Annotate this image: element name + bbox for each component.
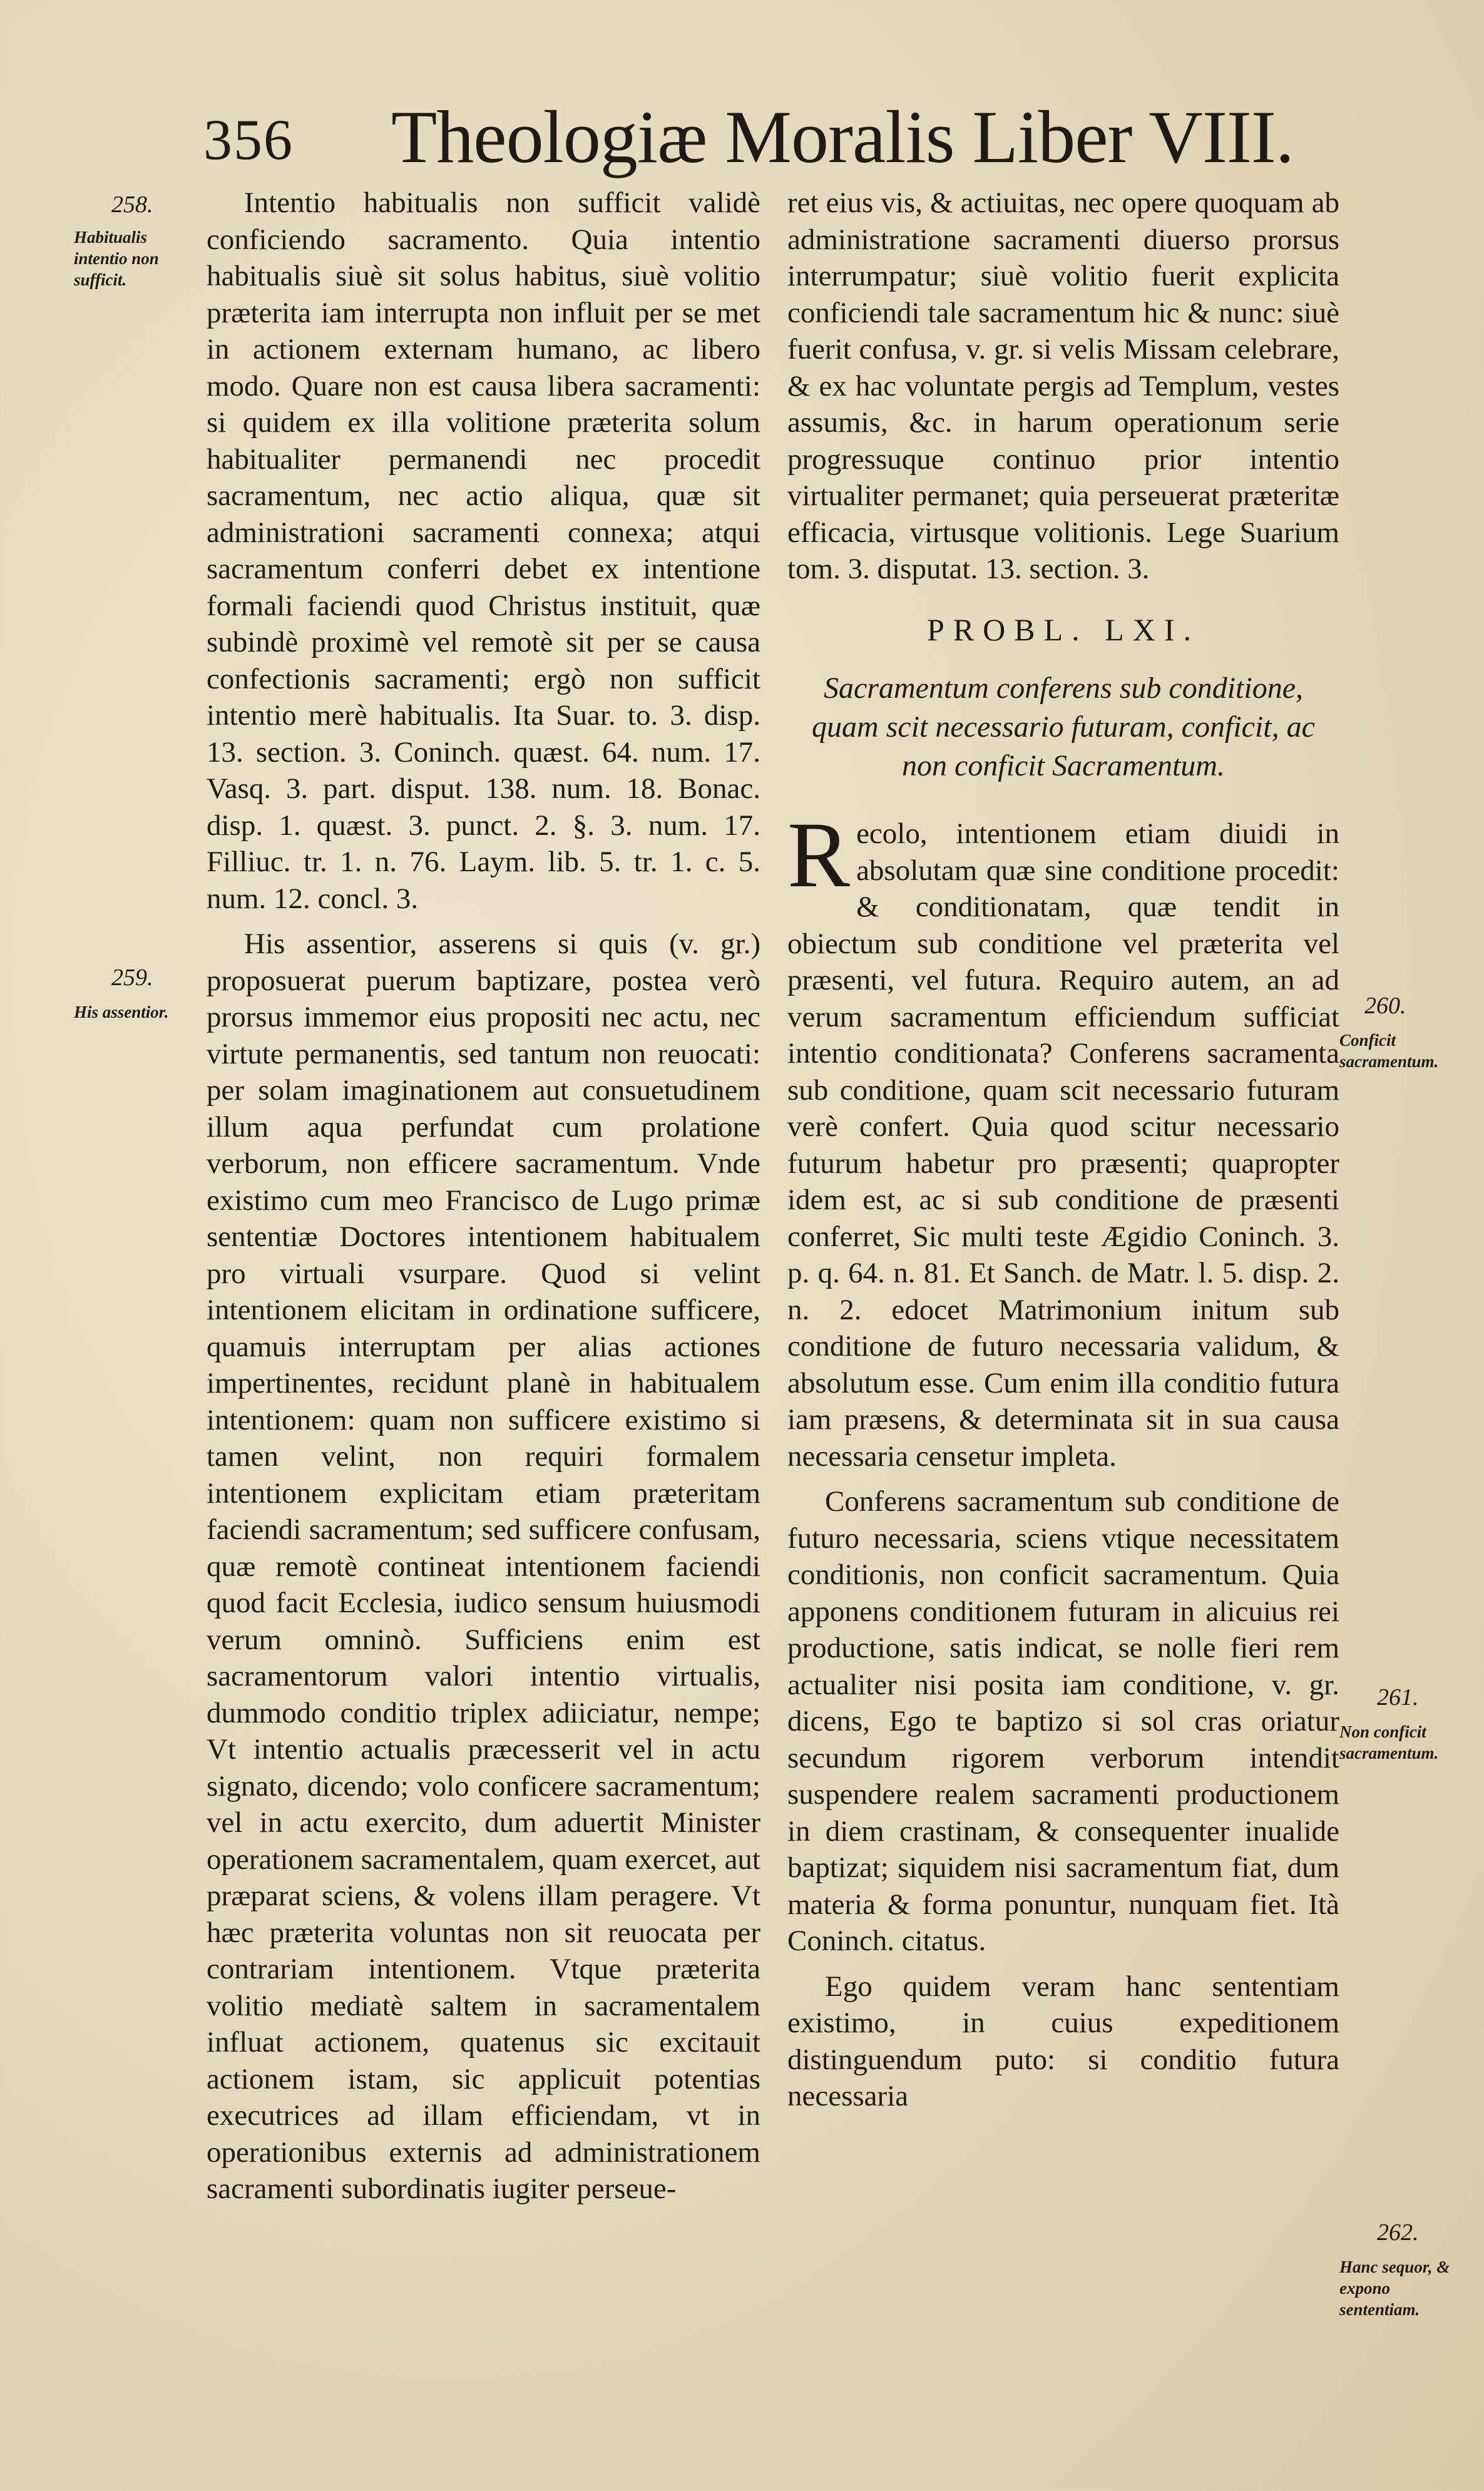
left-column (207, 185, 760, 2207)
page-number: 356 (203, 108, 294, 171)
continuation-paragraph: ret eius vis, & actiuitas, nec opere quoquam ab administratione sacramenti diuerso prorsus interrumpatur; siuè volitio fuerit explicita conficiendi tale sacramentum hic & nunc: siuè fuerit confusa, v. gr. si velis Missam celebrare, & ex hac voluntate pergis ad Templum, vestes assumis, &c. in harum operationum serie progressuque continuo prior intentio virtualiter permanet; quia perseuerat præteritæ efficacia, virtusque volitionis. Lege Suarium tom. 3. disputat. 13. section. 3. (787, 187, 1339, 585)
margin-number-258: 258. (111, 192, 153, 218)
margin-number-261: 261. (1377, 1684, 1419, 1711)
paragraph-259: His assentior, asserens si quis (v. gr.) proposuerat puerum baptizare, postea verò prorsus immemor eius propositi nec actu, nec virtute permanentis, sed tantum non reuocati: per solam imaginationem aut consuetudinem illum aqua perfundat cum prolatione verborum, non efficere sacramentum. Vnde existimo cum meo Francisco de Lugo primæ sententiæ Doctores intentionem habitualem pro virtuali vsurpare. Quod si velint intentionem elicitam in ordinatione sufficere, quamuis interruptam per alias actiones impertinentes, recidunt planè in habitualem intentionem: quam non sufficere existimo si tamen velint, non requiri formalem intentionem explicitam etiam præteritam faciendi sacramentum; sed sufficere confusam, quæ remotè contineat intentionem faciendi quod facit Ecclesia, iudico sensum huiusmodi verum omninò. Sufficiens enim est sacramentorum valori intentio virtualis, dummodo conditio triplex adiiciatur, nempe; Vt intentio actualis præcesserit vel in actu signato, dicendo; volo conficere sacramentum; vel in actu exercito, dum aduertit Minister operationem sacramentalem, quam exercet, aut præparat sciens, & volens illam peragere. Vt hæc præterita voluntas non sit reuocata per contrariam intentionem. Vtque præterita volitio mediatè saltem in sacramentalem influat actionem, quatenus sic excitauit actionem istam, sic applicuit potentias executrices ad illam efficiendam, vt in operationibus externis ad administrationem sacramenti subordinatis iugiter perseue- (207, 928, 760, 2205)
margin-note-262: Hanc sequor, & expono sententiam. (1339, 2258, 1450, 2319)
margin-note-260: Conficit sacramentum. (1339, 1031, 1439, 1071)
right-column (787, 185, 1339, 2115)
running-title: Theologiæ Moralis Liber VIII. (391, 95, 1294, 178)
drop-cap: R (787, 803, 851, 907)
margin-number-260: 260. (1364, 993, 1406, 1019)
problem-heading: PROBL. LXI. (927, 611, 1200, 647)
paragraph-258: Intentio habitualis non sufficit validè conficiendo sacramento. Quia intentio habitualis siuè sit solus habitus, siuè volitio præterita iam interrupta non influit per se met in actionem externam humano, ac libero modo. Quare non est causa libera sacramenti: si quidem ex illa volitione præterita solum habitualiter permanendi nec procedit sacramentum, nec actio aliqua, quæ sit administrationi sacramenti connexa; atqui sacramentum conferri debet ex intentione formali faciendi quod Christus instituit, quæ subindè proximè vel remotè sit per se causa confectionis sacramenti; ergò non sufficit intentio merè habitualis. Ita Suar. to. 3. disp. 13. section. 3. Coninch. quæst. 64. num. 17. Vasq. 3. part. disput. 138. num. 18. Bonac. disp. 1. quæst. 3. punct. 2. §. 3. num. 17. Filliuc. tr. 1. n. 76. Laym. lib. 5. tr. 1. c. 5. num. 12. concl. 3. (207, 187, 760, 915)
paragraph-262: Ego quidem veram hanc sententiam existimo, in cuius expeditionem distinguendum puto: si conditio futura necessaria (787, 1970, 1339, 2112)
paragraph-261: Conferens sacramentum sub conditione de futuro necessaria, sciens vtique necessitatem conditionis, non conficit sacramentum. Quia apponens conditionem futuram in alicuius rei productione, satis indicat, se nolle fieri rem actualiter nisi posita iam conditione, v. gr. dicens, Ego te baptizo si sol cras oriatur secundum rigorem verborum intendit suspendere realem sacramenti productionem in diem crastinam, & consequenter inualide baptizat; siquidem nisi sacramentum fiat, dum materia & forma ponuntur, nunquam fiet. Ità Coninch. citatus. (787, 1485, 1339, 1957)
margin-note-261: Non conficit sacramentum. (1339, 1722, 1439, 1762)
paragraph-260-text: ecolo, intentionem etiam diuidi in absolutam quæ sine conditione procedit: & conditionatam, quæ tendit in obiectum sub conditione vel præterita vel præsenti, vel futura. Requiro autem, an ad verum sacramentum efficiendum sufficiat intentio conditionata? Conferens sacramenta sub conditione, quam scit necessario futuram verè confert. Quia quod scitur necessario futurum habetur pro præsenti; quapropter idem est, ac si sub conditione de præsenti conferret, Sic multi teste Ægidio Coninch. 3. p. q. 64. n. 81. Et Sanch. de Matr. l. 5. disp. 2. n. 2. edocet Matrimonium initum sub conditione de futuro necessaria validum, & absolutum esse. Cum enim illa conditio futura iam præsens, & determinata sit in sua causa necessaria censetur impleta. (787, 817, 1339, 1473)
margin-number-262: 262. (1377, 2219, 1419, 2246)
margin-number-259: 259. (111, 964, 153, 991)
margin-note-258: Habitualis intentio non sufficit. (74, 228, 159, 289)
problem-title: Sacramentum conferens sub conditione, quam scit necessario futuram, conficit, ac non conficit Sacramentum. (812, 672, 1315, 782)
paragraph-260 (787, 803, 1339, 1475)
margin-note-259: His assentior. (74, 1003, 169, 1021)
